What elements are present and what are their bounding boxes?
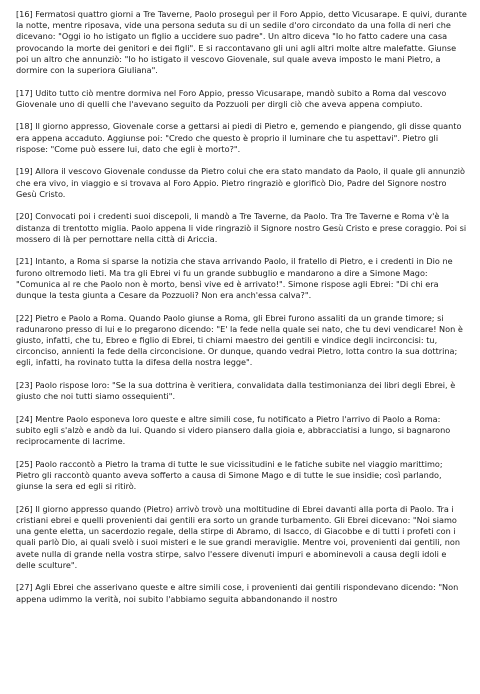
paragraph-21: [21] Intanto, a Roma si sparse la notizia che stava arrivando Paolo, il fratello di Pietro, e i credenti in Dio ne furono oltremodo lieti. Ma tra gli Ebrei vi fu un grande subbuglio e mandarono a dire a Simone Mago: "Comunica al re che Paolo non è morto, bensì vive ed è arrivato!". Simone rispose agli Ebrei: "Di chi era dunque la testa giunta a Cesare da Pozzuoli? Non era anch'essa calva?". bbox=[16, 256, 453, 301]
paragraph-26: [26] Il giorno appresso quando (Pietro) arrivò trovò una moltitudine di Ebrei davanti alla porta di Paolo. Tra i cristiani ebrei e quelli provenienti dai gentili era sorto un grande turbamento. Gli Ebrei dicevano: "Noi siamo una gente eletta, un sacerdozio regale, della stirpe di Abramo, di Isacco, di Giacobbe e di tutti i profeti con i quali parlò Dio, ai quali svelò i suoi misteri e le sue grandi meraviglie. Mentre voi, provenienti dai gentili, non avete nulla di grande nella vostra stirpe, salvo l'essere divenuti impuri e abominevoli a causa degli idoli e delle sculture". bbox=[16, 503, 460, 570]
paragraph-20: [20] Convocati poi i credenti suoi discepoli, li mandò a Tre Taverne, da Paolo. Tra Tre Taverne e Roma v'è la distanza di trentotto miglia. Paolo appena li vide ringraziò il Signore nostro Gesù Cristo e prese coraggio. Poi si mossero di là per pernottare nella città di Ariccia. bbox=[16, 211, 467, 244]
paragraph-17: [17] Udito tutto ciò mentre dormiva nel Foro Appio, presso Vicusarape, mandò subito a Roma dal vescovo Giovenale uno di quelli che l'avevano seguito da Pozzuoli per dirgli ciò che aveva appena compiuto. bbox=[16, 87, 447, 109]
paragraph-18: [18] Il giorno appresso, Giovenale corse a gettarsi ai piedi di Pietro e, gemendo e piangendo, gli disse quanto era appena accaduto. Aggiunse poi: "Credo che questo è proprio il luminare che tu aspettavi". Pietro gli rispose: "Come può essere lui, dato che egli è morto?". bbox=[16, 121, 462, 154]
paragraph-27: [27] Agli Ebrei che asserivano queste e altre simili cose, i provenienti dai gentili rispondevano dicendo: "Non appena udimmo la verità, noi subito l'abbiamo seguita abbandonando il nostro bbox=[16, 582, 459, 604]
paragraph-24: [24] Mentre Paolo esponeva loro queste e altre simili cose, fu notificato a Pietro l'arrivo di Paolo a Roma: subito egli s'alzò e andò da lui. Quando si videro piansero dalla gioia e, abbracciatisi a lungo, si bagnarono reciprocamente di lacrime. bbox=[16, 413, 451, 447]
paragraph-25: [25] Paolo raccontò a Pietro la trama di tutte le sue vicissitudini e le fatiche subite nel viaggio marittimo; Pietro gli raccontò quanto aveva sofferto a causa di Simone Mago e di tutte le sue insidie; così parlando, giunse la sera ed egli si ritirò. bbox=[16, 458, 443, 492]
paragraph-22: [22] Pietro e Paolo a Roma. Quando Paolo giunse a Roma, gli Ebrei furono assaliti da un grande timore; si radunarono presso di lui e lo pregarono dicendo: "E' la fede nella quale sei nato, che tu devi vendicare! Non è giusto, infatti, che tu, Ebreo e figlio di Ebrei, ti chiami maestro dei gentili e vindice degli incirconcisi: tu, circonciso, annienti la fede della circoncisione. Or dunque, quando vedrai Pietro, lotta contro la sua dottrina; egli, infatti, ha rovinato tutta la difesa della nostra legge". bbox=[16, 312, 463, 368]
paragraph-23: [23] Paolo rispose loro: "Se la sua dottrina è veritiera, convalidata dalla testimonianza dei libri degli Ebrei, è giusto che noi tutti siamo ossequienti". bbox=[16, 380, 456, 402]
paragraph-16: [16] Fermatosi quattro giorni a Tre Taverne, Paolo proseguì per il Foro Appio, detto Vicusarape. E quivi, durante la notte, mentre riposava, vide una persona seduta su di un sedile d'oro circondato da una folla di neri che dicevano: "Oggi io ho istigato un figlio a uccidere suo padre". Un altro diceva "Io ho fatto cadere una casa provocando la morte dei genitori e dei figli". E si raccontavano gli uni agli altri molte altre malefatte. Giunse poi un altro che annunziò: "Io ho istigato il vescovo Giovenale, sul quale aveva imposto le mani Pietro, a dormire con la superiora Giuliana". bbox=[16, 9, 467, 76]
paragraph-19: [19] Allora il vescovo Giovenale condusse da Pietro colui che era stato mandato da Paolo, il quale gli annunziò che era vivo, in viaggio e si trovava al Foro Appio. Pietro ringraziò e glorificò Dio, Padre del Signore nostro Gesù Cristo. bbox=[16, 166, 465, 199]
